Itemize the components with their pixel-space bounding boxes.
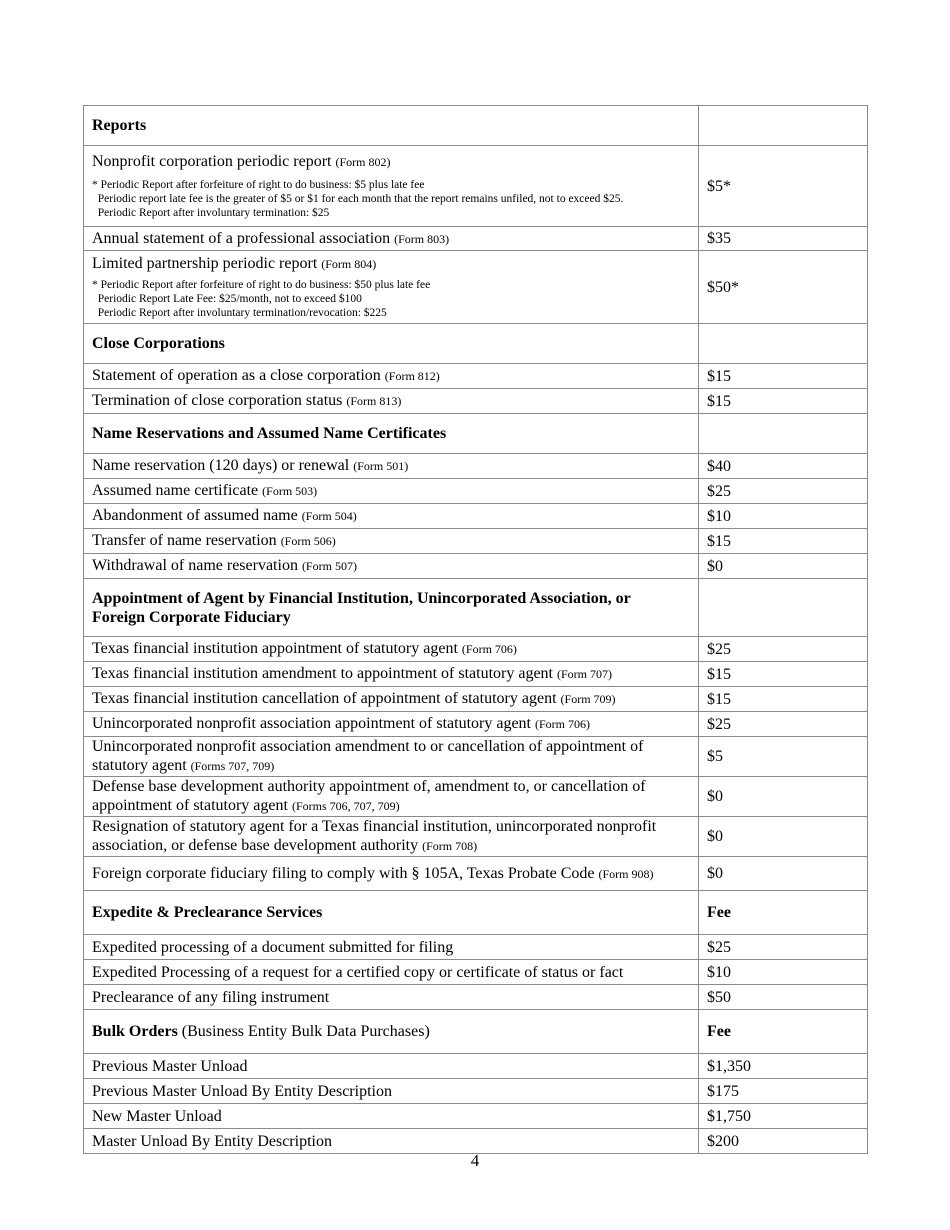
table-row: [84, 935, 868, 960]
fee-table: [83, 105, 868, 1154]
table-row: [84, 389, 868, 414]
fee-label: Nonprofit corporation periodic report: [92, 153, 332, 170]
fee-label: Previous Master Unload: [84, 1054, 699, 1079]
table-row: [84, 529, 868, 554]
fee-label: Assumed name certificate: [92, 482, 259, 499]
form-ref: (Form 812): [384, 369, 440, 383]
fee-label: Preclearance of any filing instrument: [84, 985, 699, 1010]
section-title: Reports: [84, 106, 699, 146]
fee-value: $0: [699, 777, 868, 817]
form-ref: (Form 908): [598, 866, 654, 881]
table-row: [84, 737, 868, 777]
fee-label: Previous Master Unload By Entity Description: [84, 1079, 699, 1104]
fee-notes: * Periodic Report after forfeiture of right to do business: $50 plus late fee Periodic Report Late Fee: $25/month, not to exceed $100 Periodic Report after involuntary termination/revocation: $225: [92, 279, 431, 319]
section-title: Close Corporations: [84, 324, 699, 364]
form-ref: (Form 803): [394, 231, 450, 246]
fee-value: $10: [699, 504, 868, 529]
fee-value: $35: [699, 227, 868, 251]
fee-value: $0: [699, 817, 868, 857]
fee-value: $25: [699, 935, 868, 960]
fee-value: $15: [699, 662, 868, 687]
fee-value: $40: [699, 454, 868, 479]
form-ref: (Form 709): [560, 692, 616, 706]
section-header-close-corporations: [84, 324, 868, 364]
form-ref: (Form 708): [422, 839, 478, 853]
table-row: [84, 857, 868, 891]
fee-value: $50*: [699, 251, 868, 324]
table-row: [84, 817, 868, 857]
fee-value: $175: [699, 1079, 868, 1104]
fee-label: Termination of close corporation status: [92, 392, 343, 409]
fee-label: Statement of operation as a close corporation: [92, 367, 381, 384]
table-row: [84, 227, 868, 251]
fee-value: $15: [699, 364, 868, 389]
fee-label: Defense base development authority appointment of, amendment to, or cancellation of appointment of statutory agent: [92, 778, 646, 814]
table-row: [84, 554, 868, 579]
table-row: [84, 985, 868, 1010]
form-ref: (Form 707): [557, 667, 612, 681]
fee-value: $50: [699, 985, 868, 1010]
table-row: [84, 960, 868, 985]
table-row: [84, 777, 868, 817]
fee-column-header: Fee: [699, 1010, 868, 1054]
table-row: [84, 146, 868, 227]
table-row: [84, 1079, 868, 1104]
table-row: [84, 504, 868, 529]
fee-label: Texas financial institution amendment to appointment of statutory agent: [92, 665, 553, 682]
table-row: [84, 479, 868, 504]
fee-label: Unincorporated nonprofit association appointment of statutory agent: [92, 715, 531, 732]
form-ref: (Form 706): [535, 717, 590, 731]
section-header-reports: [84, 106, 868, 146]
fee-notes: * Periodic Report after forfeiture of right to do business: $5 plus late fee Periodic report late fee is the greater of $5 or $1 for each month that the report remains unfiled, not to exceed $25. Periodic Report after involuntary termination: $25: [92, 179, 624, 219]
fee-label: Master Unload By Entity Description: [84, 1129, 699, 1154]
form-ref: (Forms 706, 707, 709): [291, 799, 400, 813]
section-title: Appointment of Agent by Financial Institution, Unincorporated Association, or Foreign Corporate Fiduciary: [84, 579, 699, 637]
section-title: Name Reservations and Assumed Name Certificates: [84, 414, 699, 454]
table-row: [84, 251, 868, 324]
fee-label: Expedited Processing of a request for a certified copy or certificate of status or fact: [84, 960, 699, 985]
table-row: [84, 364, 868, 389]
fee-label: Abandonment of assumed name: [92, 507, 298, 524]
fee-value: $5*: [699, 146, 868, 227]
table-row: [84, 454, 868, 479]
form-ref: (Form 504): [301, 509, 357, 523]
form-ref: (Form 506): [280, 534, 336, 548]
fee-label: Unincorporated nonprofit association amendment to or cancellation of appointment of statutory agent: [92, 738, 644, 774]
fee-value: $1,750: [699, 1104, 868, 1129]
fee-value: $1,350: [699, 1054, 868, 1079]
section-header-appointment-of-agent: [84, 579, 868, 637]
fee-column-header: Fee: [699, 891, 868, 935]
fee-value: $25: [699, 637, 868, 662]
fee-value: $25: [699, 712, 868, 737]
form-ref: (Form 507): [301, 559, 357, 573]
section-header-name-reservations: [84, 414, 868, 454]
fee-label: Limited partnership periodic report: [92, 255, 318, 272]
table-row: [84, 687, 868, 712]
section-title: Expedite & Preclearance Services: [84, 891, 699, 935]
form-ref: (Form 706): [461, 642, 517, 656]
fee-label: Transfer of name reservation: [92, 532, 277, 549]
form-ref: (Form 804): [321, 257, 377, 271]
fee-label: Expedited processing of a document submitted for filing: [84, 935, 699, 960]
fee-label: Withdrawal of name reservation: [92, 557, 298, 574]
fee-value: $10: [699, 960, 868, 985]
fee-value: $15: [699, 529, 868, 554]
fee-label: Texas financial institution cancellation of appointment of statutory agent: [92, 690, 557, 707]
table-row: [84, 1054, 868, 1079]
form-ref: (Forms 707, 709): [190, 759, 275, 773]
form-ref: (Form 802): [335, 155, 391, 169]
section-header-bulk-orders: [84, 1010, 868, 1054]
fee-value: $15: [699, 687, 868, 712]
form-ref: (Form 813): [346, 394, 402, 408]
section-title: Bulk Orders (Business Entity Bulk Data Purchases): [84, 1010, 699, 1054]
table-row: [84, 662, 868, 687]
table-row: [84, 712, 868, 737]
form-ref: (Form 503): [262, 484, 318, 498]
fee-value: $200: [699, 1129, 868, 1154]
fee-label: Foreign corporate fiduciary filing to comply with § 105A, Texas Probate Code: [92, 864, 595, 882]
fee-label: New Master Unload: [84, 1104, 699, 1129]
fee-label: Annual statement of a professional association: [92, 229, 391, 247]
fee-value: $0: [699, 554, 868, 579]
section-header-expedite: [84, 891, 868, 935]
page-number: 4: [470, 1151, 480, 1170]
fee-value: $0: [699, 857, 868, 891]
table-row: [84, 637, 868, 662]
fee-label: Resignation of statutory agent for a Texas financial institution, unincorporated nonprofit association, or defense base development authority: [92, 818, 657, 854]
fee-label: Texas financial institution appointment of statutory agent: [92, 640, 458, 657]
table-row: [84, 1129, 868, 1154]
fee-label: Name reservation (120 days) or renewal: [92, 457, 350, 474]
fee-value: $5: [699, 737, 868, 777]
form-ref: (Form 501): [353, 459, 409, 473]
fee-value: $15: [699, 389, 868, 414]
table-row: [84, 1104, 868, 1129]
fee-value: $25: [699, 479, 868, 504]
